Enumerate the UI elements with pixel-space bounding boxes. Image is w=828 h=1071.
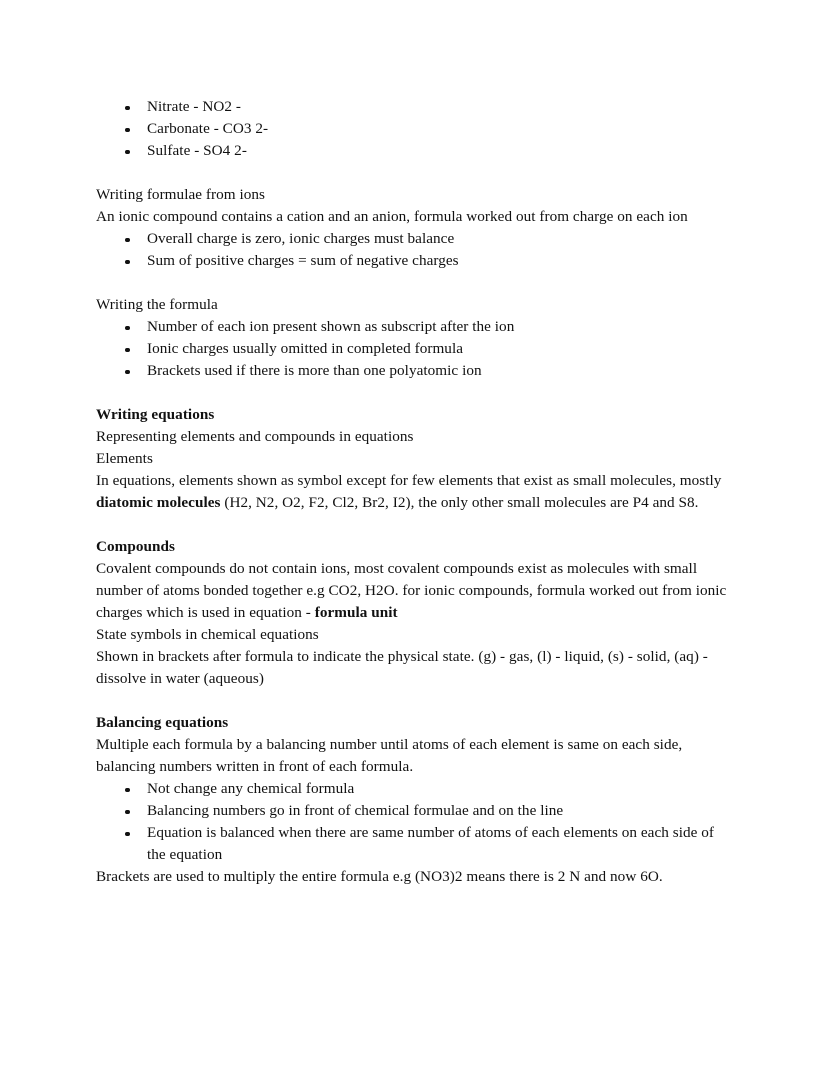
list-item: Not change any chemical formula: [96, 778, 732, 800]
paragraph-text-after: (H2, N2, O2, F2, Cl2, Br2, I2), the only other small molecules are P4 and S8.: [220, 494, 699, 511]
list-item: Ionic charges usually omitted in completed formula: [96, 338, 732, 360]
list-item: Carbonate - CO3 2-: [96, 118, 732, 140]
document-content: [96, 96, 732, 888]
elements-line: Elements: [96, 450, 153, 467]
state-symbols-subheading: State symbols in chemical equations: [96, 626, 319, 643]
diatomic-molecules-paragraph: [96, 470, 732, 514]
list-item: Brackets used if there is more than one polyatomic ion: [96, 360, 732, 382]
compounds-paragraph: [96, 558, 732, 624]
writing-formulae-subheading: Writing formulae from ions: [96, 186, 265, 203]
list-item: Sum of positive charges = sum of negative charges: [96, 250, 732, 272]
list-item: Equation is balanced when there are same number of atoms of each elements on each side of the equation: [96, 822, 732, 866]
section-spacer: [96, 514, 732, 536]
section-spacer: [96, 382, 732, 404]
paragraph-text-bold: formula unit: [314, 604, 398, 621]
balancing-equations-intro: Multiple each formula by a balancing number until atoms of each element is same on each side, balancing numbers written in front of each formula.: [96, 736, 683, 775]
balancing-equations-heading: Balancing equations: [96, 714, 229, 731]
list-item: Sulfate - SO4 2-: [96, 140, 732, 162]
balancing-equations-bullets: [96, 778, 732, 866]
balancing-equations-closing: Brackets are used to multiply the entire formula e.g (NO3)2 means there is 2 N and now 6O.: [96, 868, 663, 885]
list-item: Balancing numbers go in front of chemical formulae and on the line: [96, 800, 732, 822]
representing-elements-line: Representing elements and compounds in equations: [96, 428, 414, 445]
section-spacer: [96, 690, 732, 712]
compounds-heading: Compounds: [96, 538, 175, 555]
paragraph-text-before: In equations, elements shown as symbol except for few elements that exist as small molecules, mostly: [96, 472, 722, 489]
section-spacer: [96, 272, 732, 294]
list-item: Nitrate - NO2 -: [96, 96, 732, 118]
writing-formulae-body: An ionic compound contains a cation and an anion, formula worked out from charge on each ion: [96, 208, 688, 225]
state-symbols-body: Shown in brackets after formula to indicate the physical state. (g) - gas, (l) - liquid, (s) - solid, (aq) - dissolve in water (aqueous): [96, 648, 708, 687]
paragraph-text-before: Covalent compounds do not contain ions, most covalent compounds exist as molecules with small number of atoms bonded together e.g CO2, H2O. for ionic compounds, formula worked out from ionic charges which is used in equation -: [96, 560, 727, 621]
writing-the-formula-bullets: [96, 316, 732, 382]
ion-examples-list: [96, 96, 732, 162]
writing-equations-heading: Writing equations: [96, 406, 215, 423]
writing-the-formula-subheading: Writing the formula: [96, 296, 218, 313]
writing-formulae-bullets: [96, 228, 732, 272]
paragraph-text-bold: diatomic molecules: [96, 494, 221, 511]
list-item: Number of each ion present shown as subscript after the ion: [96, 316, 732, 338]
section-spacer: [96, 162, 732, 184]
list-item: Overall charge is zero, ionic charges must balance: [96, 228, 732, 250]
